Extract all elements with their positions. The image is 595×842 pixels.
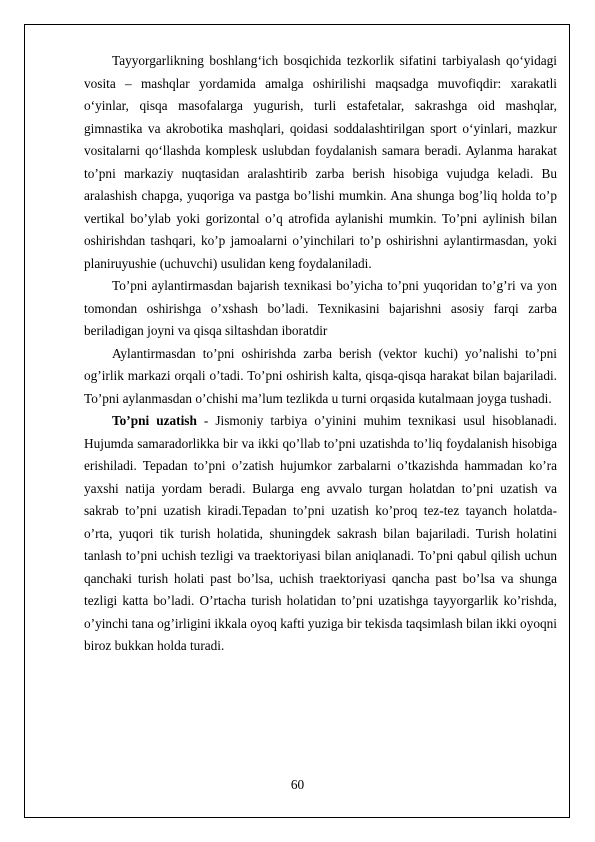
paragraph-preparation-stage: [84, 50, 557, 275]
paragraph-text: Aylantirmasdan to’pni oshirishda zarba berish (vektor kuchi) yo’nalishi to’pni og’irlik markazi orqali o’tadi. To’pni oshirish kalta, qisqa-qisqa harakat bilan bajariladi. To’pni aylanmasdan o’chishi ma’lum tezlikda u turni orqasida kutalmaan joyga tushadi.: [84, 345, 557, 406]
document-body: [84, 50, 557, 658]
paragraph-no-spin-technique: [84, 275, 557, 343]
term-ball-passing: To’pni uzatish: [112, 413, 197, 428]
page-number: 60: [290, 777, 305, 792]
paragraph-text: Tayyorgarlikning boshlang‘ich bosqichida tezkorlik sifatini tarbiyalash qo‘yidagi vosita – mashqlar yordamida amalga oshirilishi maqsadga muvofiqdir: xarakatli o‘yinlar, qisqa masofalarga yugurish, turli estafetalar, sakrashga oid mashqlar, gimnastika va akrobotika mashqlari, qoidasi soddalashtirilgan sport o‘yinlari, mazkur vositalarni qo‘llashda komplesk uslubdan foydalanish samara beradi. Aylanma harakat to’pni markaziy nuqtasidan aralashtirib zarba berish hisobiga vujudga keladi. Bu aralashish chapga, yuqoriga va pastga bo’lishi mumkin. Ana shunga bog’liq holda to’p vertikal bo’ylab yoki gorizontal o’q atrofida aylanishi mumkin. To’pni aylinish bilan oshirishdan tashqari, ko’p jamoalarni o’yinchilari to’p oshirishni aylantirmasdan, yoki planiruyushie (uchuvchi) usulidan keng foydalaniladi.: [84, 53, 557, 271]
paragraph-text: To’pni aylantirmasdan bajarish texnikasi bo’yicha to’pni yuqoridan to’g’ri va yon tomondan oshirishga o’xshash bo’ladi. Texnikasini bajarishni asosiy farqi zarba beriladigan joyni va qisqa siltashdan iboratdir: [84, 278, 557, 338]
paragraph-text: - Jismoniy tarbiya o’yinini muhim texnikasi usul hisoblanadi. Hujumda samaradorlikka bir va ikki qo’llab to’pni uzatishda to’liq foydalanish hisobiga erishiladi. Tepadan to’pni o’zatish hujumkor zarbalarni o’tkazishda hammadan ko’ra yaxshi natija yordam beradi. Bularga eng avvalo turgan holatdan to’pni uzatish va sakrab to’pni uzatish kiradi.Tepadan to’pni uzatish ko’proq tez-tez tayanch holatda-o’rta, yuqori tik turish holatida, shuningdek sakrash bilan bajariladi. Turish holatini tanlash to’pni uchish tezligi va traektoriyasi bilan aniqlanadi. To’pni qabul qilish uchun qanchaki turish holati past bo’lsa, uchish traektoriyasi qancha past bo’lsa va shunga tezligi katta bo’ladi. O’rtacha turish holatidan to’pni uzatishga tayyorgarlik ko’rishda, o’yinchi tana og’irligini ikkala oyoq kafti yuziga bir tekisda taqsimlash bilan ikki oyoqni biroz bukkan holda turadi.: [84, 413, 558, 653]
paragraph-ball-passing: [84, 410, 557, 658]
paragraph-no-spin-vector: [84, 343, 557, 411]
